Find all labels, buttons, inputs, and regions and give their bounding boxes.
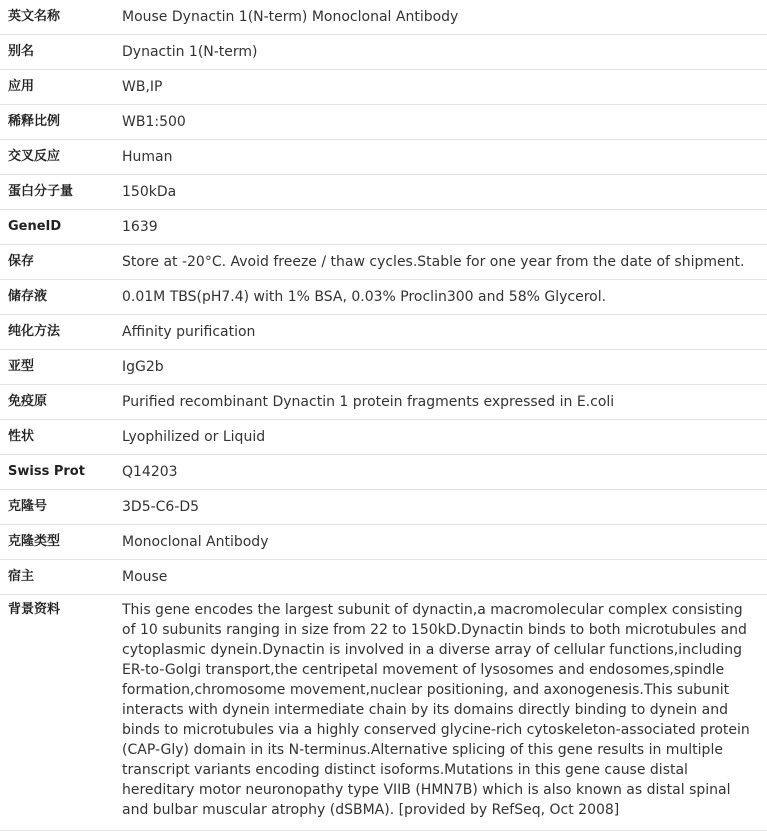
row-label: 储存液 <box>0 280 122 315</box>
row-label: 克隆类型 <box>0 525 122 560</box>
table-row <box>0 490 767 525</box>
row-value: Q14203 <box>122 455 767 490</box>
table-row <box>0 280 767 315</box>
row-label: 应用 <box>0 70 122 105</box>
row-value: Human <box>122 140 767 175</box>
table-row <box>0 70 767 105</box>
table-row <box>0 35 767 70</box>
row-value: WB1:500 <box>122 105 767 140</box>
table-row <box>0 350 767 385</box>
table-row <box>0 315 767 350</box>
row-label: 亚型 <box>0 350 122 385</box>
row-value: Dynactin 1(N-term) <box>122 35 767 70</box>
row-label: 蛋白分子量 <box>0 175 122 210</box>
row-value: 1639 <box>122 210 767 245</box>
row-value: Mouse <box>122 560 767 595</box>
row-label: 性状 <box>0 420 122 455</box>
table-row <box>0 175 767 210</box>
row-value: 3D5-C6-D5 <box>122 490 767 525</box>
table-row <box>0 105 767 140</box>
row-value: WB,IP <box>122 70 767 105</box>
row-label: 稀释比例 <box>0 105 122 140</box>
row-value: Affinity purification <box>122 315 767 350</box>
table-row <box>0 455 767 490</box>
row-label: 宿主 <box>0 560 122 595</box>
row-label: 免疫原 <box>0 385 122 420</box>
row-value: 150kDa <box>122 175 767 210</box>
row-label: 背景资料 <box>0 595 122 831</box>
table-row <box>0 0 767 35</box>
row-label: 交叉反应 <box>0 140 122 175</box>
row-value: Lyophilized or Liquid <box>122 420 767 455</box>
table-row <box>0 420 767 455</box>
table-row <box>0 525 767 560</box>
row-label: 别名 <box>0 35 122 70</box>
table-row <box>0 385 767 420</box>
row-value: 0.01M TBS(pH7.4) with 1% BSA, 0.03% Proclin300 and 58% Glycerol. <box>122 280 767 315</box>
row-label: 纯化方法 <box>0 315 122 350</box>
row-value: Mouse Dynactin 1(N-term) Monoclonal Antibody <box>122 0 767 35</box>
row-label: 保存 <box>0 245 122 280</box>
table-row <box>0 560 767 595</box>
row-value: Store at -20°C. Avoid freeze / thaw cycles.Stable for one year from the date of shipment. <box>122 245 767 280</box>
row-label: 克隆号 <box>0 490 122 525</box>
table-row <box>0 210 767 245</box>
row-value: Monoclonal Antibody <box>122 525 767 560</box>
row-value: Purified recombinant Dynactin 1 protein fragments expressed in E.coli <box>122 385 767 420</box>
table-row <box>0 140 767 175</box>
row-label: Swiss Prot <box>0 455 122 490</box>
table-row <box>0 245 767 280</box>
table-row-background <box>0 595 767 831</box>
row-value: IgG2b <box>122 350 767 385</box>
row-label: GeneID <box>0 210 122 245</box>
row-label: 英文名称 <box>0 0 122 35</box>
background-description: This gene encodes the largest subunit of dynactin,a macromolecular complex consisting of 10 subunits ranging in size from 22 to 150kD.Dynactin binds to both microtubules and cytoplasmic dynein.Dynactin is involved in a diverse array of cellular functions,including ER-to-Golgi transport,the centripetal movement of lysosomes and endosomes,spindle formation,chromosome movement,nuclear positioning, and axonogenesis.This subunit interacts with dynein intermediate chain by its domains directly binding to dynein and binds to microtubules via a highly conserved glycine-rich cytoskeleton-associated protein (CAP-Gly) domain in its N-terminus.Alternative splicing of this gene results in multiple transcript variants encoding distinct isoforms.Mutations in this gene cause distal hereditary motor neuronopathy type VIIB (HMN7B) which is also known as distal spinal and bulbar muscular atrophy (dSBMA). [provided by RefSeq, Oct 2008] <box>122 595 767 831</box>
